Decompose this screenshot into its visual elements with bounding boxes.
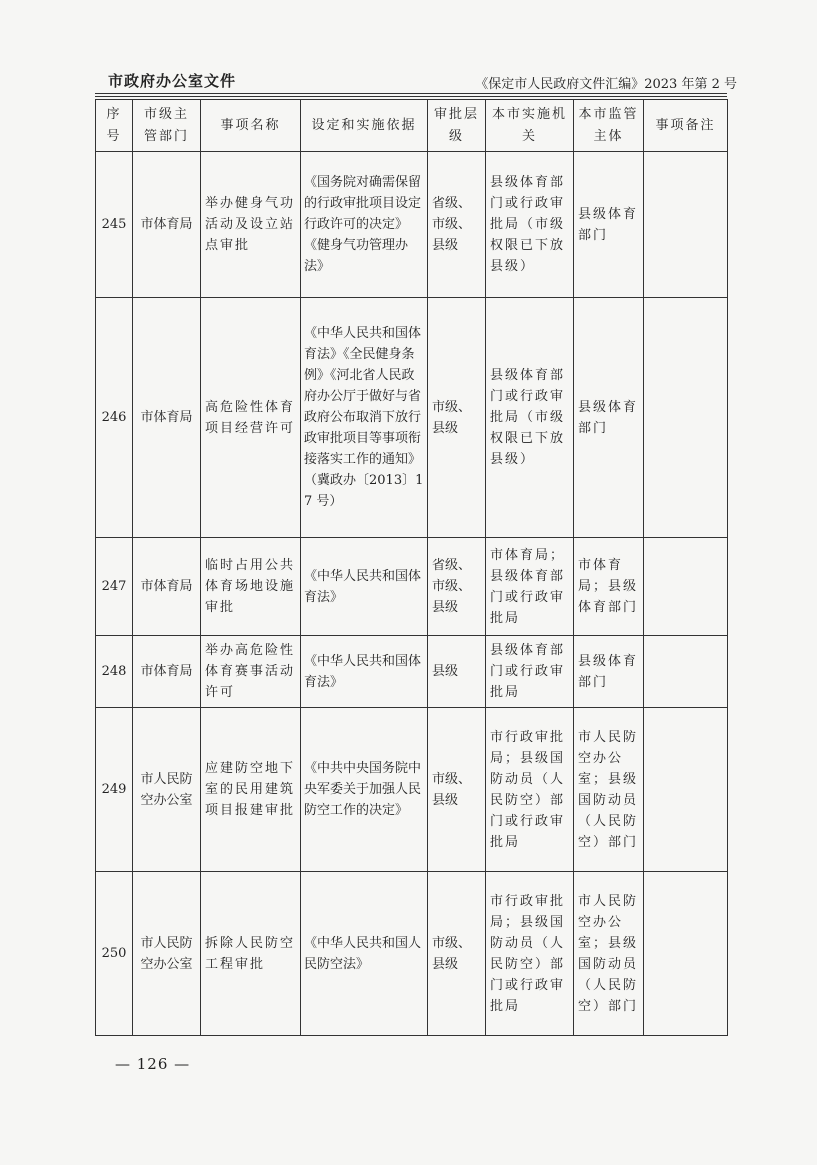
- cell-item-name: 高危险性体育项目经营许可: [201, 298, 301, 538]
- cell-supervisor: 县级体育部门: [574, 636, 644, 708]
- document-header-title: 市政府办公室文件: [108, 72, 237, 90]
- cell-supervisor: 县级体育部门: [574, 298, 644, 538]
- column-header-note: 事项备注: [644, 100, 728, 152]
- cell-number: 247: [96, 538, 133, 636]
- table-header-row: [96, 100, 728, 152]
- cell-supervisor: 市人民防空办公室；县级国防动员（人民防空）部门: [574, 708, 644, 872]
- table-row: [96, 538, 728, 636]
- cell-note: [644, 872, 728, 1036]
- cell-supervisor: 市人民防空办公室；县级国防动员（人民防空）部门: [574, 872, 644, 1036]
- approval-items-table: [95, 99, 728, 1036]
- cell-approval-level: 省级、市级、县级: [428, 152, 486, 298]
- column-header-approval-level: 审批层级: [428, 100, 486, 152]
- cell-item-name: 拆除人民防空工程审批: [201, 872, 301, 1036]
- cell-implementing-agency: 市体育局；县级体育部门或行政审批局: [486, 538, 574, 636]
- cell-approval-level: 县级: [428, 636, 486, 708]
- cell-implementing-agency: 县级体育部门或行政审批局: [486, 636, 574, 708]
- cell-item-name: 应建防空地下室的民用建筑项目报建审批: [201, 708, 301, 872]
- cell-implementing-agency: 县级体育部门或行政审批局（市级权限已下放县级）: [486, 152, 574, 298]
- cell-department: 市体育局: [133, 538, 201, 636]
- table-row: [96, 708, 728, 872]
- column-header-department: 市级主管部门: [133, 100, 201, 152]
- cell-approval-level: 省级、市级、县级: [428, 538, 486, 636]
- cell-implementing-agency: 市行政审批局；县级国防动员（人民防空）部门或行政审批局: [486, 708, 574, 872]
- table-row: [96, 152, 728, 298]
- cell-department: 市体育局: [133, 636, 201, 708]
- table-row: [96, 872, 728, 1036]
- cell-note: [644, 538, 728, 636]
- cell-number: 249: [96, 708, 133, 872]
- cell-department: 市人民防空办公室: [133, 872, 201, 1036]
- cell-approval-level: 市级、县级: [428, 708, 486, 872]
- cell-department: 市人民防空办公室: [133, 708, 201, 872]
- column-header-basis: 设定和实施依据: [301, 100, 428, 152]
- cell-basis: 《中华人民共和国人民防空法》: [301, 872, 428, 1036]
- cell-implementing-agency: 市行政审批局；县级国防动员（人民防空）部门或行政审批局: [486, 872, 574, 1036]
- cell-number: 250: [96, 872, 133, 1036]
- cell-item-name: 临时占用公共体育场地设施审批: [201, 538, 301, 636]
- cell-basis: 《中华人民共和国体育法》: [301, 538, 428, 636]
- column-header-implementing-agency: 本市实施机关: [486, 100, 574, 152]
- cell-note: [644, 152, 728, 298]
- cell-basis: 《中共中央国务院中央军委关于加强人民防空工作的决定》: [301, 708, 428, 872]
- cell-note: [644, 298, 728, 538]
- cell-note: [644, 636, 728, 708]
- column-header-number: 序号: [96, 100, 133, 152]
- cell-item-name: 举办健身气功活动及设立站点审批: [201, 152, 301, 298]
- table-row: [96, 636, 728, 708]
- cell-supervisor: 县级体育部门: [574, 152, 644, 298]
- cell-approval-level: 市级、县级: [428, 872, 486, 1036]
- page-number: — 126 —: [115, 1055, 191, 1073]
- document-header-source: 《保定市人民政府文件汇编》2023 年第 2 号: [475, 77, 737, 92]
- table-row: [96, 298, 728, 538]
- column-header-supervisor: 本市监管主体: [574, 100, 644, 152]
- cell-note: [644, 708, 728, 872]
- cell-department: 市体育局: [133, 152, 201, 298]
- cell-department: 市体育局: [133, 298, 201, 538]
- cell-item-name: 举办高危险性体育赛事活动许可: [201, 636, 301, 708]
- cell-number: 246: [96, 298, 133, 538]
- cell-basis: 《中华人民共和国体育法》《全民健身条例》《河北省人民政府办公厅于做好与省政府公布取消下放行政审批项目等事项衔接落实工作的通知》（冀政办〔2013〕17 号）: [301, 298, 428, 538]
- cell-number: 245: [96, 152, 133, 298]
- cell-implementing-agency: 县级体育部门或行政审批局（市级权限已下放县级）: [486, 298, 574, 538]
- cell-basis: 《中华人民共和国体育法》: [301, 636, 428, 708]
- header-rule-secondary: [95, 96, 727, 97]
- column-header-item-name: 事项名称: [201, 100, 301, 152]
- cell-supervisor: 市体育局；县级体育部门: [574, 538, 644, 636]
- cell-basis: 《国务院对确需保留的行政审批项目设定行政许可的决定》《健身气功管理办法》: [301, 152, 428, 298]
- header-rule: [95, 93, 727, 94]
- cell-approval-level: 市级、县级: [428, 298, 486, 538]
- cell-number: 248: [96, 636, 133, 708]
